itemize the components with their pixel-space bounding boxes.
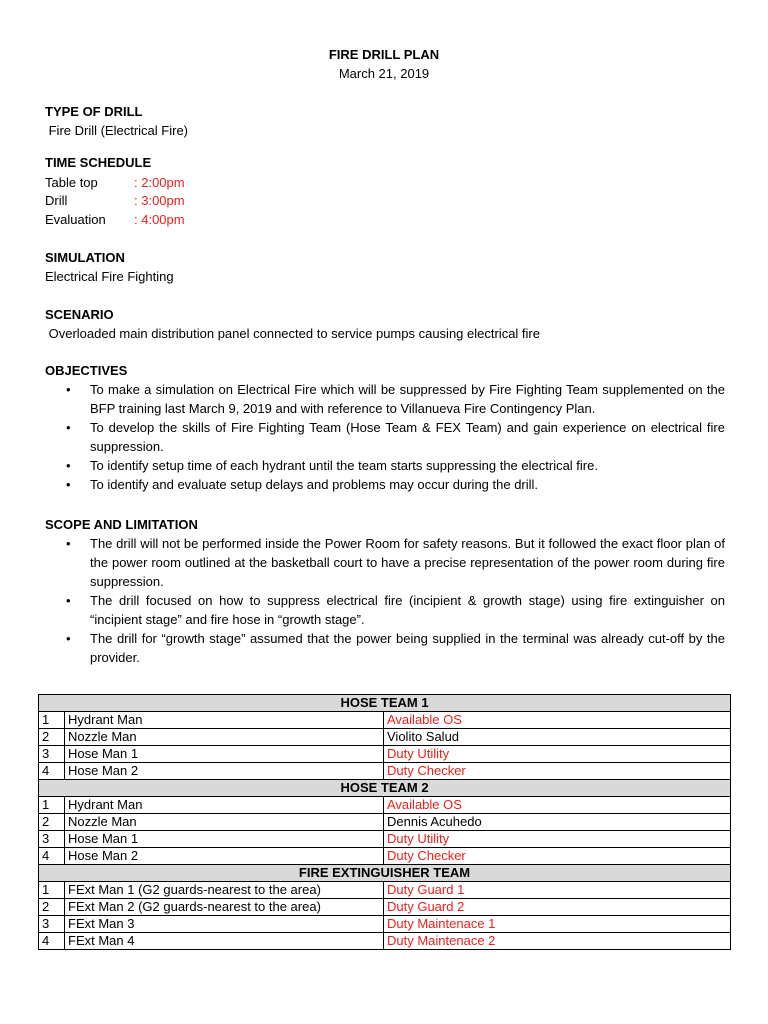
role-cell: Nozzle Man bbox=[65, 729, 384, 746]
role-cell: FExt Man 2 (G2 guards-nearest to the area) bbox=[65, 899, 384, 916]
scope-text: The drill for “growth stage” assumed that the power being supplied in the terminal was already cut-off by the provider. bbox=[90, 631, 725, 665]
row-number: 3 bbox=[39, 916, 65, 933]
objective-text: To identify and evaluate setup delays and problems may occur during the drill. bbox=[90, 477, 539, 492]
assignee-cell: Duty Guard 1 bbox=[384, 882, 731, 899]
document-title: FIRE DRILL PLAN bbox=[328, 47, 440, 62]
objective-item bbox=[45, 380, 725, 418]
assignee-cell: Duty Checker bbox=[384, 763, 731, 780]
row-number: 2 bbox=[39, 899, 65, 916]
assignee-cell: Duty Utility bbox=[384, 831, 731, 848]
team-roster-table bbox=[38, 694, 731, 950]
role-cell: Hydrant Man bbox=[65, 712, 384, 729]
table-row bbox=[39, 848, 731, 865]
schedule-label-drill: Drill bbox=[45, 193, 68, 208]
row-number: 3 bbox=[39, 831, 65, 848]
table-row bbox=[39, 763, 731, 780]
schedule-label-table-top: Table top bbox=[45, 175, 98, 190]
bullet-icon: • bbox=[66, 420, 71, 435]
table-row bbox=[39, 899, 731, 916]
scenario-text: Overloaded main distribution panel connected to service pumps causing electrical fire bbox=[45, 326, 540, 341]
objectives-heading: OBJECTIVES bbox=[45, 363, 128, 378]
team-header-row bbox=[39, 695, 731, 712]
bullet-icon: • bbox=[66, 458, 71, 473]
assignee-cell: Violito Salud bbox=[384, 729, 731, 746]
scenario-heading: SCENARIO bbox=[45, 307, 114, 322]
objective-item bbox=[45, 456, 725, 475]
team-header: HOSE TEAM 2 bbox=[39, 780, 731, 797]
scope-item bbox=[45, 534, 725, 591]
row-number: 1 bbox=[39, 797, 65, 814]
objective-text: To identify setup time of each hydrant until the team starts suppressing the electrical fire. bbox=[90, 458, 598, 473]
table-row bbox=[39, 831, 731, 848]
bullet-icon: • bbox=[66, 631, 71, 646]
table-row bbox=[39, 882, 731, 899]
role-cell: Hose Man 2 bbox=[65, 763, 384, 780]
assignee-cell: Duty Utility bbox=[384, 746, 731, 763]
assignee-cell: Duty Maintenace 1 bbox=[384, 916, 731, 933]
type-of-drill-heading: TYPE OF DRILL bbox=[45, 104, 143, 119]
role-cell: Hose Man 2 bbox=[65, 848, 384, 865]
role-cell: Hose Man 1 bbox=[65, 746, 384, 763]
row-number: 2 bbox=[39, 814, 65, 831]
bullet-icon: • bbox=[66, 382, 71, 397]
table-row bbox=[39, 712, 731, 729]
table-row bbox=[39, 746, 731, 763]
team-header-row bbox=[39, 865, 731, 882]
scope-item bbox=[45, 591, 725, 629]
row-number: 4 bbox=[39, 933, 65, 950]
team-header: FIRE EXTINGUISHER TEAM bbox=[39, 865, 731, 882]
assignee-cell: Available OS bbox=[384, 797, 731, 814]
bullet-icon: • bbox=[66, 536, 71, 551]
row-number: 2 bbox=[39, 729, 65, 746]
time-schedule-heading: TIME SCHEDULE bbox=[45, 155, 152, 170]
bullet-icon: • bbox=[66, 477, 71, 492]
role-cell: Nozzle Man bbox=[65, 814, 384, 831]
assignee-cell: Dennis Acuhedo bbox=[384, 814, 731, 831]
scope-text: The drill focused on how to suppress electrical fire (incipient & growth stage) using fire extinguisher on “incipient stage” and fire hose in “growth stage”. bbox=[90, 593, 725, 627]
table-row bbox=[39, 729, 731, 746]
role-cell: FExt Man 4 bbox=[65, 933, 384, 950]
row-number: 4 bbox=[39, 848, 65, 865]
role-cell: FExt Man 3 bbox=[65, 916, 384, 933]
role-cell: Hydrant Man bbox=[65, 797, 384, 814]
simulation-text: Electrical Fire Fighting bbox=[45, 269, 174, 284]
schedule-value-evaluation: : 4:00pm bbox=[134, 212, 185, 227]
objective-item bbox=[45, 418, 725, 456]
objectives-list bbox=[45, 380, 725, 494]
role-cell: FExt Man 1 (G2 guards-nearest to the area) bbox=[65, 882, 384, 899]
scope-item bbox=[45, 629, 725, 667]
row-number: 1 bbox=[39, 712, 65, 729]
scope-text: The drill will not be performed inside the Power Room for safety reasons. But it followed the exact floor plan of the power room outlined at the basketball court to have a precise representation of the power room during fire suppression. bbox=[90, 536, 725, 589]
document-date: March 21, 2019 bbox=[338, 66, 430, 81]
objective-text: To develop the skills of Fire Fighting Team (Hose Team & FEX Team) and gain experience on electrical fire suppression. bbox=[90, 420, 725, 454]
assignee-cell: Duty Guard 2 bbox=[384, 899, 731, 916]
table-row bbox=[39, 797, 731, 814]
assignee-cell: Available OS bbox=[384, 712, 731, 729]
schedule-value-table-top: : 2:00pm bbox=[134, 175, 185, 190]
schedule-value-drill: : 3:00pm bbox=[134, 193, 185, 208]
row-number: 4 bbox=[39, 763, 65, 780]
role-cell: Hose Man 1 bbox=[65, 831, 384, 848]
team-header-row bbox=[39, 780, 731, 797]
bullet-icon: • bbox=[66, 593, 71, 608]
table-row bbox=[39, 814, 731, 831]
team-header: HOSE TEAM 1 bbox=[39, 695, 731, 712]
schedule-label-evaluation: Evaluation bbox=[45, 212, 106, 227]
simulation-heading: SIMULATION bbox=[45, 250, 125, 265]
scope-list bbox=[45, 534, 725, 667]
objective-text: To make a simulation on Electrical Fire which will be suppressed by Fire Fighting Team supplemented on the BFP training last March 9, 2019 and with reference to Villanueva Fire Contingency Plan. bbox=[90, 382, 725, 416]
row-number: 3 bbox=[39, 746, 65, 763]
assignee-cell: Duty Maintenace 2 bbox=[384, 933, 731, 950]
table-row bbox=[39, 933, 731, 950]
type-of-drill-text: Fire Drill (Electrical Fire) bbox=[45, 123, 188, 138]
scope-heading: SCOPE AND LIMITATION bbox=[45, 517, 198, 532]
table-row bbox=[39, 916, 731, 933]
row-number: 1 bbox=[39, 882, 65, 899]
objective-item bbox=[45, 475, 725, 494]
assignee-cell: Duty Checker bbox=[384, 848, 731, 865]
